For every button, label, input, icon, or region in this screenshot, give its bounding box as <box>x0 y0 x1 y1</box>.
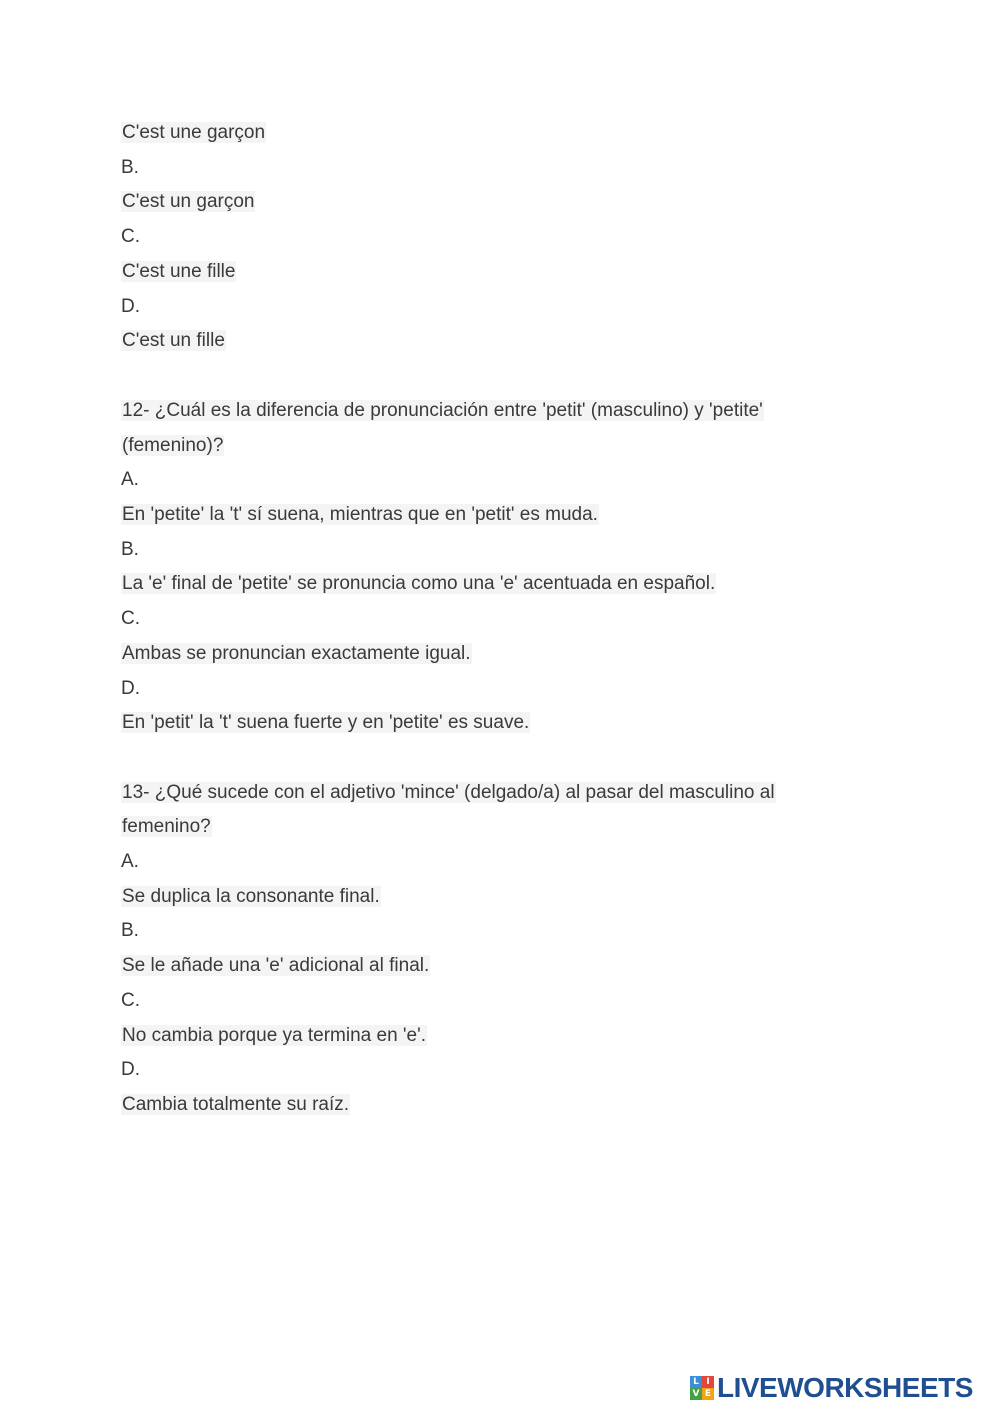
liveworksheets-logo <box>690 1372 973 1404</box>
q12-option-c-text-value: Ambas se pronuncian exactamente igual. <box>122 643 471 664</box>
q12-option-c-label[interactable] <box>121 607 140 631</box>
q13-option-c-text[interactable] <box>121 1024 427 1048</box>
logo-mark-l: L <box>690 1376 702 1388</box>
q13-option-a-label-value: A. <box>121 851 139 872</box>
q13-option-d-text-value: Cambia totalmente su raíz. <box>122 1094 350 1115</box>
q12-option-a-label[interactable] <box>121 468 139 492</box>
q13-option-c-text-value: No cambia porque ya termina en 'e'. <box>122 1025 427 1046</box>
q13-question-line2 <box>121 815 212 839</box>
q12-option-c-text[interactable] <box>121 642 472 666</box>
q13-option-b-text-value: Se le añade una 'e' adicional al final. <box>122 955 430 976</box>
q12-question-line2 <box>121 434 224 458</box>
q11-option-b-text[interactable] <box>121 190 255 214</box>
q13-option-b-text[interactable] <box>121 954 430 978</box>
q11-option-d-label-value: D. <box>121 296 140 317</box>
q13-option-d-label-value: D. <box>121 1059 140 1080</box>
q12-option-a-text[interactable] <box>121 503 599 527</box>
q13-option-a-label[interactable] <box>121 850 139 874</box>
q11-option-c-label[interactable] <box>121 225 140 249</box>
q13-option-b-label-value: B. <box>121 920 139 941</box>
logo-mark-i: I <box>702 1376 714 1388</box>
q12-question-line1 <box>121 399 764 423</box>
q12-option-b-text[interactable] <box>121 572 716 596</box>
q13-option-c-label[interactable] <box>121 989 140 1013</box>
q13-option-a-text-value: Se duplica la consonante final. <box>122 886 380 907</box>
q12-question-line2-value: (femenino)? <box>122 435 224 456</box>
q13-question-line2-value: femenino? <box>122 816 211 837</box>
q11-option-b-label[interactable] <box>121 156 139 180</box>
q11-option-c-label-value: C. <box>121 226 140 247</box>
logo-mark-e: E <box>702 1388 714 1400</box>
q12-option-d-text[interactable] <box>121 711 530 735</box>
q12-option-a-label-value: A. <box>121 469 139 490</box>
q12-option-b-text-value: La 'e' final de 'petite' se pronuncia como una 'e' acentuada en español. <box>122 573 716 594</box>
q13-option-d-text[interactable] <box>121 1093 350 1117</box>
logo-mark-v: V <box>690 1388 702 1400</box>
q11-option-c-text-value: C'est une fille <box>122 261 236 282</box>
q13-question-line1 <box>121 781 776 805</box>
q12-option-b-label[interactable] <box>121 538 139 562</box>
q11-option-d-text-value: C'est un fille <box>122 330 225 351</box>
q12-option-c-label-value: C. <box>121 608 140 629</box>
q13-option-d-label[interactable] <box>121 1058 140 1082</box>
liveworksheets-logo-icon <box>690 1376 714 1400</box>
q11-option-b-label-value: B. <box>121 157 139 178</box>
q11-option-a-text[interactable] <box>121 121 266 145</box>
q11-option-a-text-value: C'est une garçon <box>122 122 266 143</box>
q13-option-c-label-value: C. <box>121 990 140 1011</box>
q13-option-a-text[interactable] <box>121 885 381 909</box>
liveworksheets-logo-text: LIVEWORKSHEETS <box>717 1372 973 1403</box>
q12-question-line1-value: 12- ¿Cuál es la diferencia de pronunciación entre 'petit' (masculino) y 'petite' <box>122 400 763 421</box>
q11-option-c-text[interactable] <box>121 260 236 284</box>
q12-option-a-text-value: En 'petite' la 't' sí suena, mientras que en 'petit' es muda. <box>122 504 598 525</box>
q11-option-b-text-value: C'est un garçon <box>122 191 255 212</box>
q12-option-d-label[interactable] <box>121 677 140 701</box>
q13-option-b-label[interactable] <box>121 919 139 943</box>
q12-option-d-text-value: En 'petit' la 't' suena fuerte y en 'petite' es suave. <box>122 712 530 733</box>
q11-option-d-label[interactable] <box>121 295 140 319</box>
q12-option-b-label-value: B. <box>121 539 139 560</box>
q11-option-d-text[interactable] <box>121 329 226 353</box>
q13-question-line1-value: 13- ¿Qué sucede con el adjetivo 'mince' (delgado/a) al pasar del masculino al <box>122 782 775 803</box>
q12-option-d-label-value: D. <box>121 678 140 699</box>
